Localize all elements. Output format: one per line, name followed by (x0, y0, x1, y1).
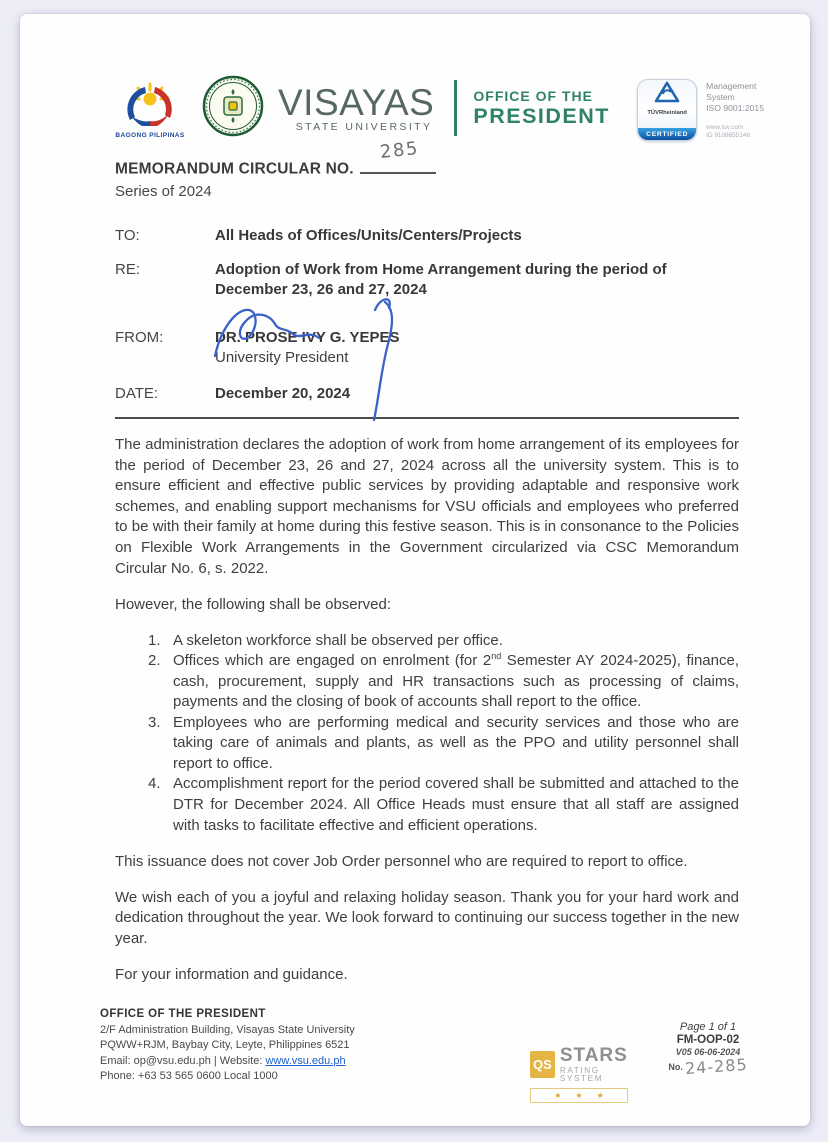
office-title-line1: OFFICE OF THE (473, 87, 593, 104)
list-item-4-text: Accomplishment report for the period covered shall be submitted and attached to the DTR for December 2024. All Office Heads must ensure that all staff are assigned with tasks to facilitate effective and efficient operations. (173, 775, 739, 834)
qs-stars-bar (530, 1088, 628, 1103)
footer-office-name: OFFICE OF THE PRESIDENT (100, 1008, 266, 1020)
footer-contact-line: Email: op@vsu.edu.ph | Website: www.vsu.edu.ph (100, 1054, 346, 1067)
tuv-text-block (706, 79, 764, 141)
observations-list (115, 631, 739, 836)
form-number (648, 1054, 768, 1079)
list-item-3-text: Employees who are performing medical and security services and those who are taking care of animals and plants, as well as the PPO and utility personnel shall report to office. (173, 713, 739, 772)
list-item-4 (148, 774, 739, 836)
tuv-certified-badge (637, 79, 697, 141)
field-re-label: RE: (115, 260, 141, 278)
vsu-seal-icon (202, 75, 264, 142)
list-item-3 (148, 713, 739, 775)
bagong-pilipinas-sun-icon (117, 113, 183, 130)
office-title (473, 88, 610, 129)
university-name: VISAYAS (278, 81, 435, 123)
footer-phone: Phone: +63 53 565 0600 Local 1000 (100, 1070, 278, 1082)
field-from-subvalue: University President (215, 349, 349, 367)
memo-head (115, 138, 436, 200)
list-item-2 (148, 651, 739, 713)
bagong-pilipinas-logo (108, 78, 192, 139)
field-to-label: TO: (115, 227, 140, 244)
letterhead-divider (454, 80, 457, 136)
tuv-id: ID 9108655146 (706, 132, 750, 140)
memo-series: Series of 2024 (115, 182, 212, 200)
field-date (115, 384, 739, 405)
field-re (115, 260, 739, 301)
field-from (115, 328, 739, 369)
tuv-brand: TÜVRheinland (647, 110, 687, 116)
footer-address-1: 2/F Administration Building, Visayas State University (100, 1023, 355, 1036)
qs-stars-logo (530, 1046, 640, 1103)
field-to-value: All Heads of Offices/Units/Centers/Projects (215, 227, 522, 244)
university-subname: STATE UNIVERSITY (295, 120, 433, 133)
list-item-1 (148, 631, 739, 652)
tuv-certification (637, 75, 764, 141)
tuv-mgmt-line2: System (706, 92, 735, 103)
bagong-pilipinas-label: BAGONG PILIPINAS (115, 131, 185, 139)
footer-contact-block (100, 1007, 355, 1085)
form-version: V05 06-06-2024 (675, 1047, 741, 1057)
field-date-value: December 20, 2024 (215, 384, 351, 402)
office-title-line2: PRESIDENT (473, 103, 610, 128)
list-item-1-text: A skeleton workforce shall be observed per office. (173, 631, 503, 649)
tuv-certified-label: CERTIFIED (638, 128, 696, 140)
tuv-iso-line: ISO 9001:2015 (706, 103, 764, 114)
body-paragraph-5: For your information and guidance. (115, 966, 348, 984)
body-paragraph-1: The administration declares the adoption of work from home arrangement of its employees for the period of December 23, 26 and 27, 2024 across all the university system. This is to ensure efficient and effective public services by providing adaptable and responsive work schemes, and enabling support mechanisms for VSU officials and employees who preferred to be with their family at home during this festive season. This is in consonance to the Policies on Flexible Work Arrangements in the Government circularized via CSC Memorandum Circular No. 6, s. 2022. (115, 436, 739, 577)
body-paragraph-4: We wish each of you a joyful and relaxing holiday season. Thank you for your hard work and dedication throughout the year. We look forward to continuing our success together in the new year. (115, 888, 739, 947)
list-item-2-number: 2. (148, 652, 161, 670)
star-icon: ★ (554, 1090, 562, 1100)
body-paragraph-3: This issuance does not cover Job Order personnel who are required to report to office. (115, 853, 688, 871)
list-item-4-number: 4. (148, 775, 161, 793)
tuv-triangle-icon (654, 80, 680, 109)
footer-form-block (648, 1021, 768, 1079)
form-code: FM-OOP-02 (676, 1034, 740, 1046)
field-re-value: Adoption of Work from Home Arrangement during the period of December 23, 26 and 27, 2024 (215, 260, 667, 299)
university-wordmark (278, 81, 435, 133)
form-number-label: No. (668, 1061, 683, 1072)
list-item-3-number: 3. (148, 713, 161, 731)
star-icon: ★ (575, 1090, 583, 1100)
body-paragraph-2: However, the following shall be observed: (115, 596, 391, 614)
qs-stars-label: STARS (559, 1045, 628, 1066)
qs-rating-label: RATING SYSTEM (559, 1066, 604, 1084)
memo-content (115, 226, 739, 1001)
website-link[interactable]: www.vsu.edu.ph (265, 1054, 346, 1067)
list-item-1-number: 1. (148, 631, 161, 649)
field-from-label: FROM: (115, 328, 164, 346)
footer-address-2: PQWW+RJM, Baybay City, Leyte, Philippines 6521 (100, 1039, 350, 1051)
form-number-handwritten: 24-285 (684, 1054, 749, 1079)
star-icon: ★ (596, 1090, 604, 1100)
tuv-url: www.tuv.com (706, 123, 744, 131)
letterhead (108, 64, 764, 152)
memo-title: MEMORANDUM CIRCULAR NO. (115, 160, 354, 178)
memo-number-line (360, 138, 436, 174)
tuv-mgmt-line1: Management (706, 81, 757, 91)
memo-number-handwritten: 285 (378, 138, 420, 163)
field-to (115, 226, 739, 247)
field-from-value: DR. PROSE IVY G. YEPES (215, 328, 400, 346)
header-rule (115, 417, 739, 419)
document-page (20, 14, 810, 1126)
page-indicator: Page 1 of 1 (679, 1021, 737, 1033)
field-date-label: DATE: (115, 384, 159, 402)
list-item-2-text: Offices which are engaged on enrolment (for 2nd Semester AY 2024-2025), finance, cash, procurement, supply and HR transactions such as processing of claims, payments and the closing of book of accounts shall report to the office. (173, 651, 740, 711)
qs-icon: QS (530, 1051, 555, 1078)
